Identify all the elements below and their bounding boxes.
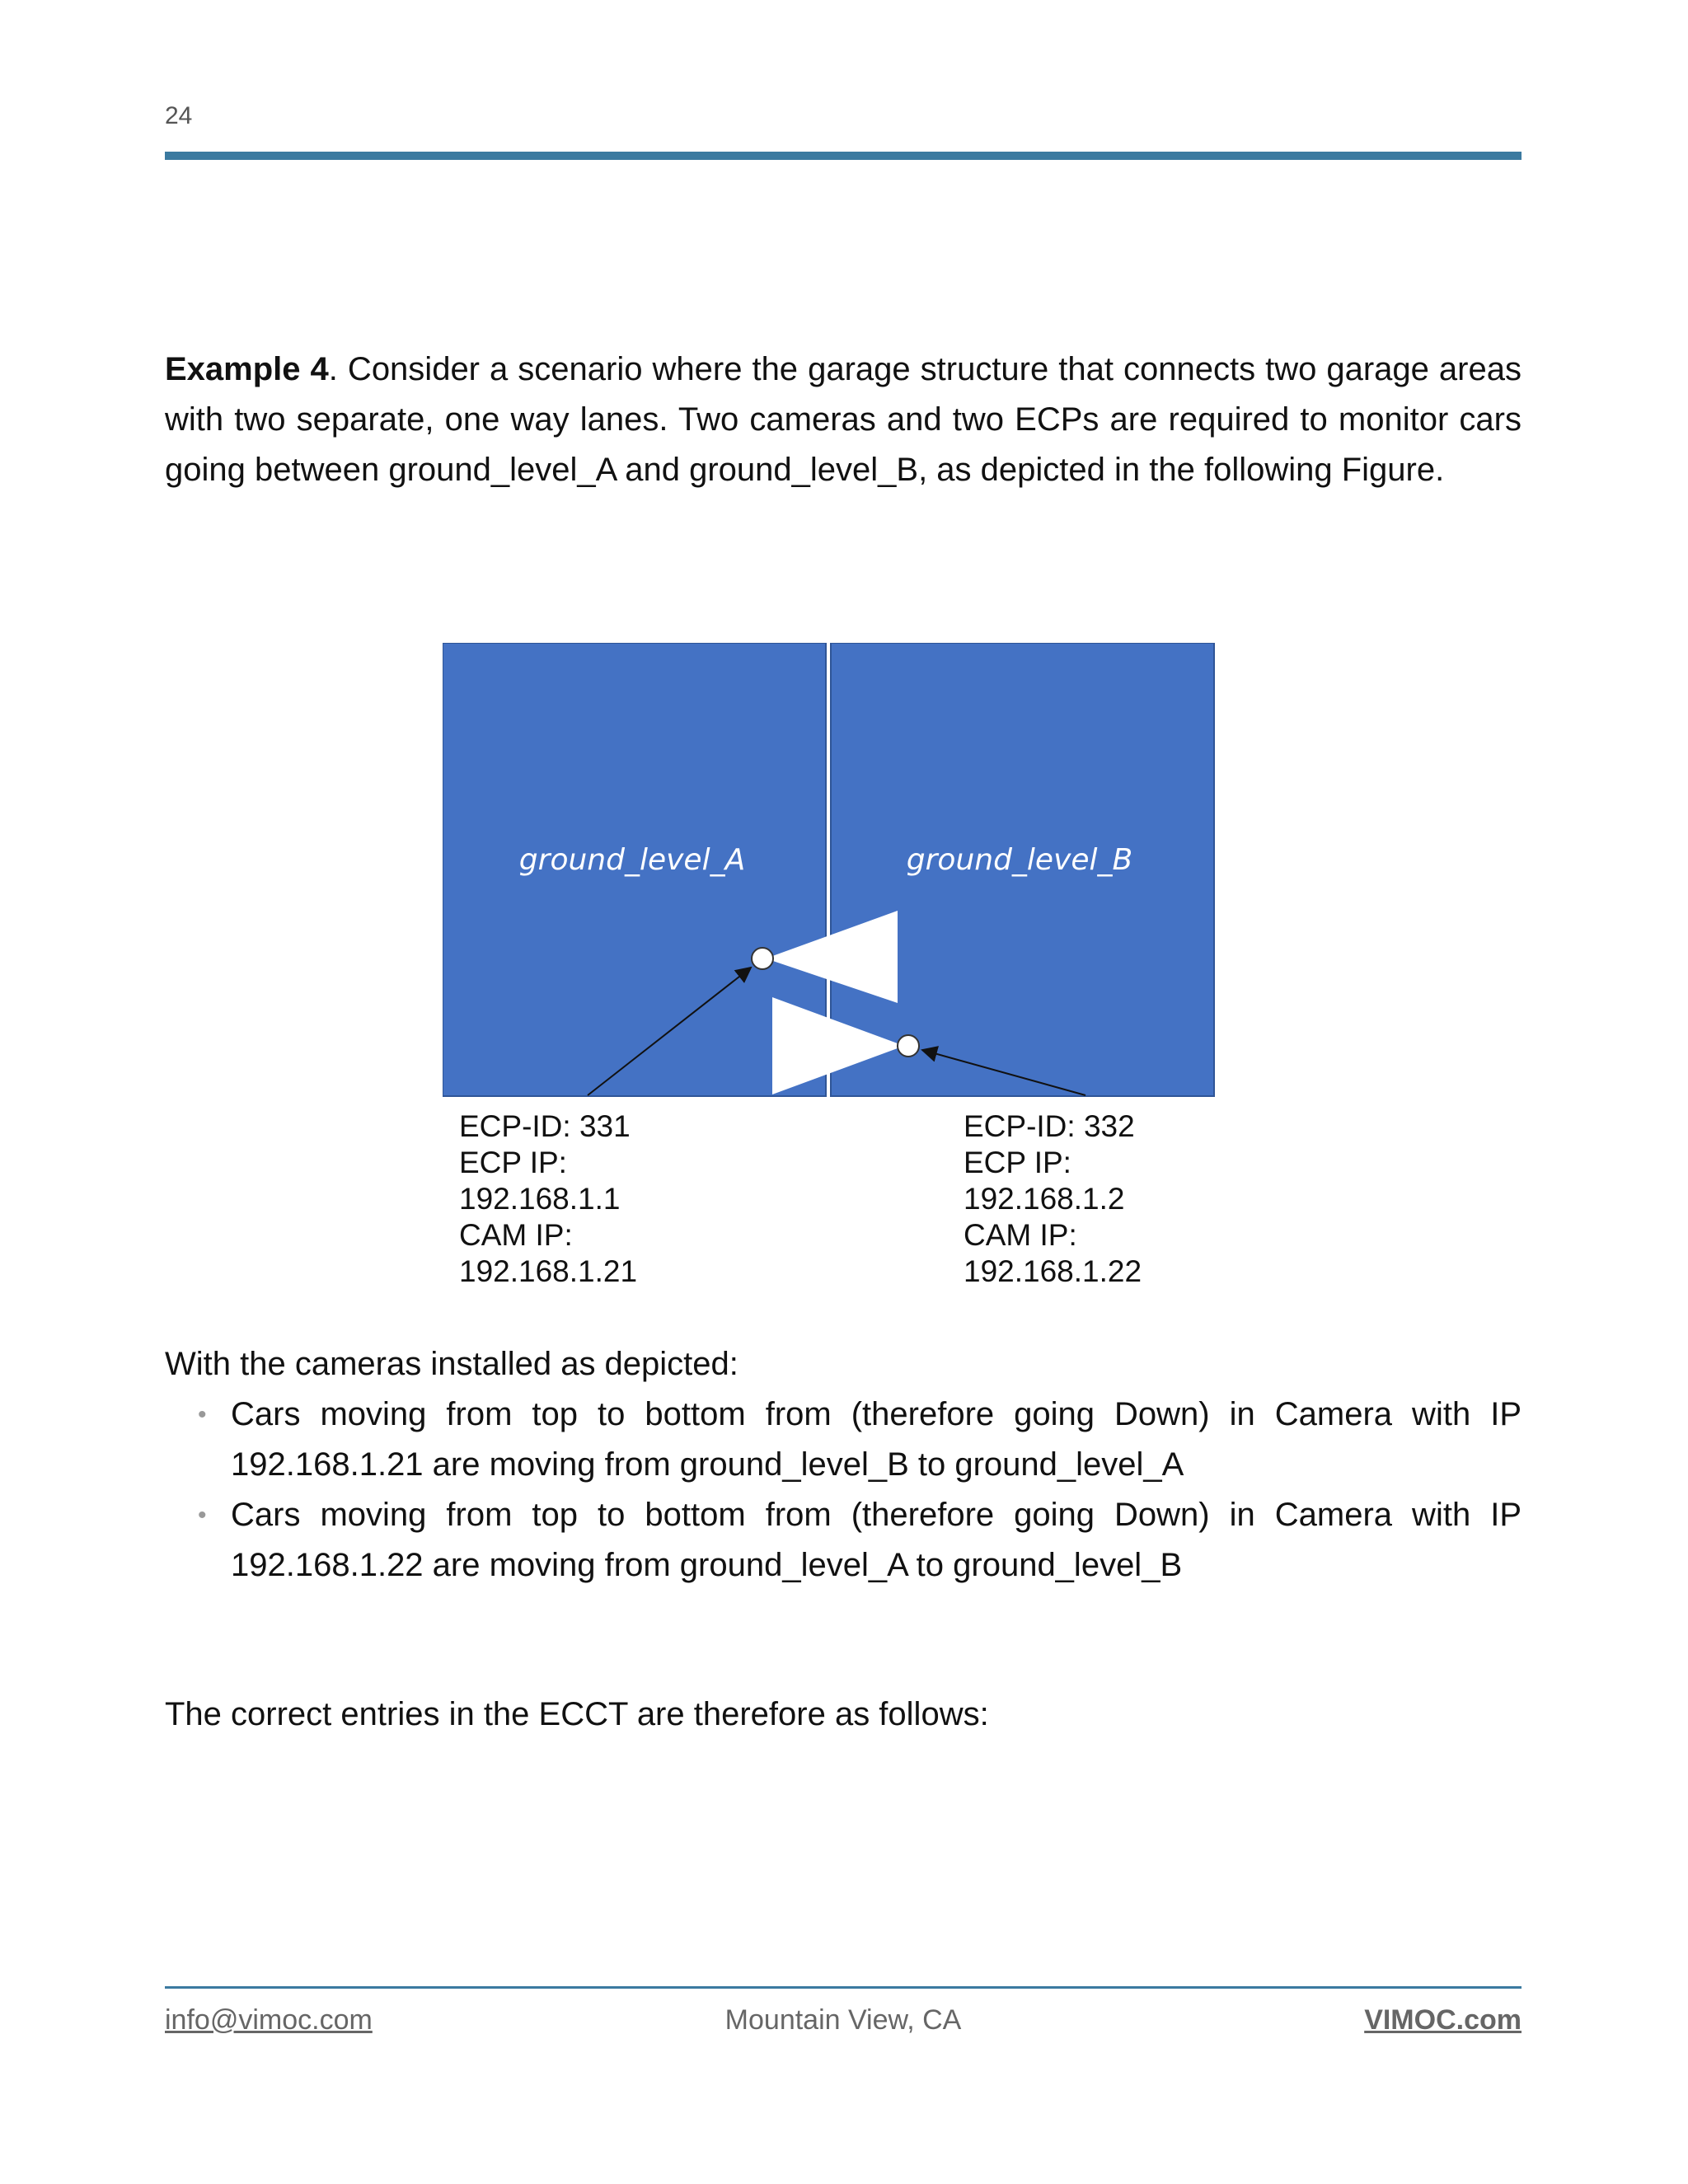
ground-level-a-label: ground_level_A xyxy=(518,843,746,877)
ecp-331-ip-label: ECP IP: xyxy=(459,1146,567,1179)
list-item xyxy=(165,1390,1522,1490)
ecp-332-cam-label: CAM IP: xyxy=(964,1218,1077,1252)
ecp-332-id: ECP-ID: 332 xyxy=(964,1109,1135,1143)
page-footer xyxy=(165,2004,1522,2046)
ecp-331-id: ECP-ID: 331 xyxy=(459,1109,631,1143)
list-item-text: Cars moving from top to bottom from (therefore going Down) in Camera with IP 192.168.1.22 are moving from ground_level_A to ground_level_B xyxy=(231,1497,1522,1583)
intro-paragraph xyxy=(165,344,1522,495)
conclusion-text: The correct entries in the ECCT are therefore as follows: xyxy=(165,1696,989,1732)
camera-1-icon xyxy=(752,948,773,969)
ecp-332-cam-value: 192.168.1.22 xyxy=(964,1254,1142,1288)
page-number: 24 xyxy=(165,102,193,129)
explanation-section xyxy=(165,1339,1522,1591)
ecp-332-ip-label: ECP IP: xyxy=(964,1146,1071,1179)
ecp-331-ip-value: 192.168.1.1 xyxy=(459,1182,621,1216)
ecp-331-info xyxy=(459,1108,637,1290)
explanation-list xyxy=(165,1390,1522,1591)
footer-rule xyxy=(165,1986,1522,1989)
bullet-icon: • xyxy=(198,1502,207,1529)
camera-2-icon xyxy=(898,1035,919,1057)
header-rule xyxy=(165,152,1522,160)
footer-site-link[interactable]: VIMOC.com xyxy=(1364,2004,1522,2036)
ecp-332-ip-value: 192.168.1.2 xyxy=(964,1182,1125,1216)
bullet-icon: • xyxy=(198,1401,207,1428)
list-item xyxy=(165,1490,1522,1591)
explanation-intro: With the cameras installed as depicted: xyxy=(165,1346,738,1382)
ground-level-b-label: ground_level_B xyxy=(906,843,1133,877)
intro-text: . Consider a scenario where the garage structure that connects two garage areas with two separate, one way lanes. Two cameras and two ECPs are required to monitor cars going between ground_level_A and ground_level_B, as depicted in the following Figure. xyxy=(165,351,1522,488)
garage-figure xyxy=(443,643,1226,1294)
example-label: Example 4 xyxy=(165,351,329,387)
ecp-331-cam-value: 192.168.1.21 xyxy=(459,1254,638,1288)
footer-email-link[interactable]: info@vimoc.com xyxy=(165,2004,373,2036)
footer-location: Mountain View, CA xyxy=(724,2004,962,2036)
ecp-332-info xyxy=(964,1108,1142,1290)
ecp-331-cam-label: CAM IP: xyxy=(459,1218,573,1252)
list-item-text: Cars moving from top to bottom from (therefore going Down) in Camera with IP 192.168.1.21 are moving from ground_level_B to ground_level_A xyxy=(231,1396,1522,1483)
